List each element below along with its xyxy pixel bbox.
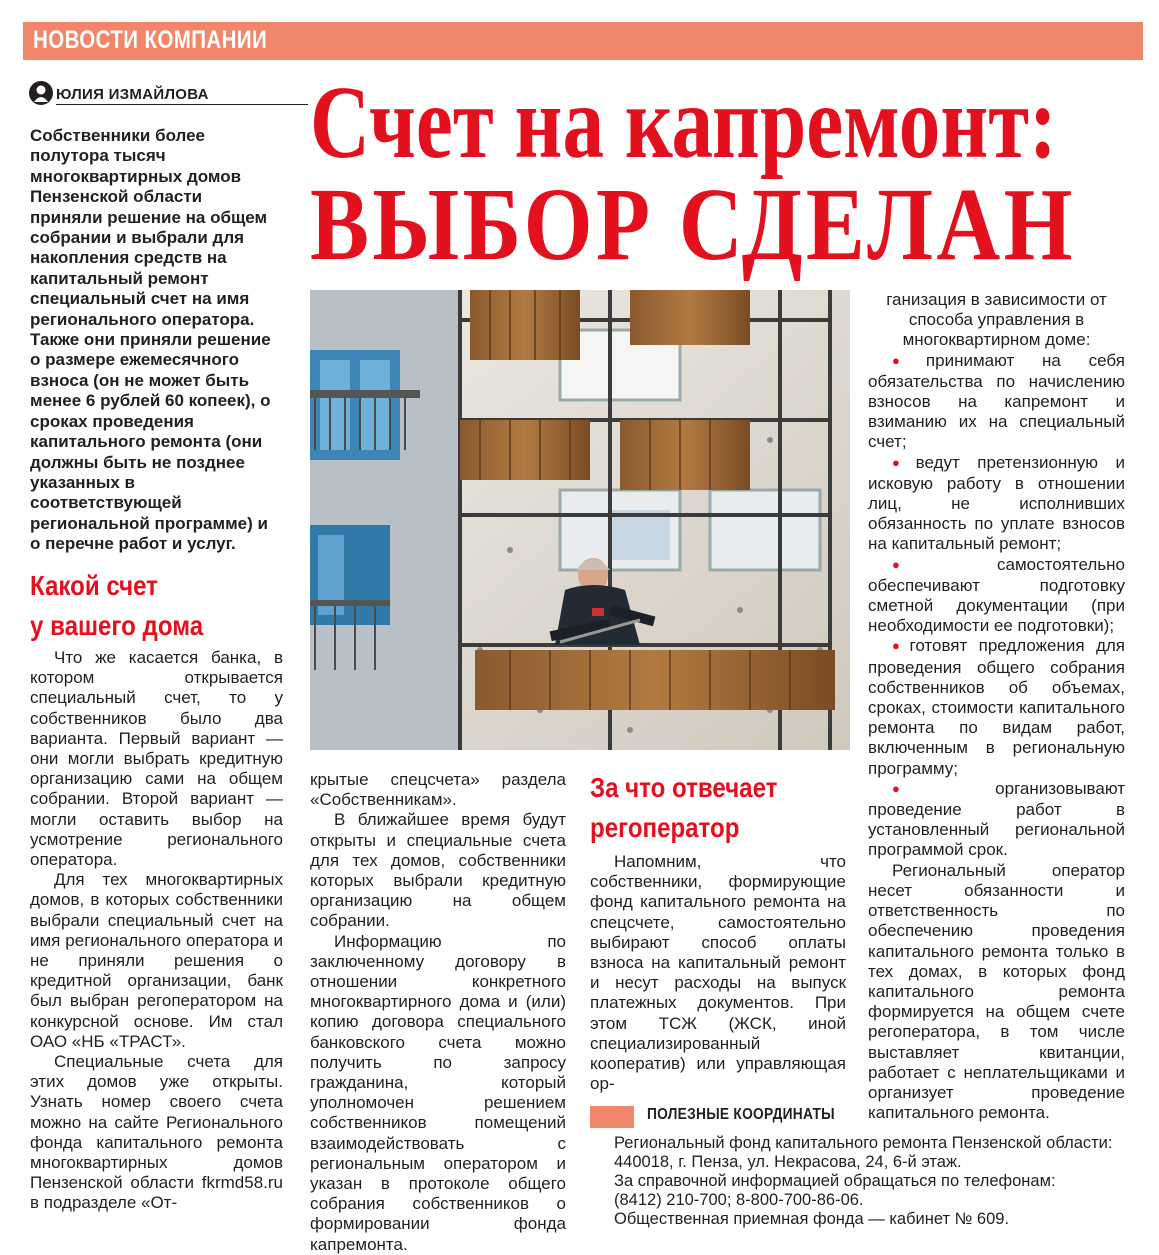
col1-paragraph-2: Для тех многоквартирных домов, в которых собственники выбрали специальный счет на имя регионального оператора и не приняли решения о кредитной организации, банк был выбран регоператором на конкурсной основе. Им стал ОАО «НБ «ТРАСТ». bbox=[30, 870, 283, 1051]
col4-bullet-4: ● готовят предложения для проведения общего собрания собственников об объемах, сроках, стоимости капитального ремонта по видам работ, включенным в региональную программу; bbox=[868, 636, 1125, 778]
col4-bullet-1: ● принимают на себя обязательства по начислению взносов на капремонт и взиманию их на специальный счет; bbox=[868, 351, 1125, 453]
info-box-body bbox=[614, 1134, 1144, 1229]
subhead-account-line-1: Какой счет bbox=[30, 570, 158, 601]
subhead-account bbox=[30, 566, 203, 646]
article-column-1 bbox=[30, 648, 283, 1214]
author-byline bbox=[28, 80, 288, 108]
info-line-1: Региональный фонд капитального ремонта Пензенской области: bbox=[614, 1134, 1113, 1152]
col4-bullet-3: ● самостоятельно обеспечивают подготовку сметной документации (при необходимости ее подготовки); bbox=[868, 555, 1125, 637]
lead-paragraph: Собственники более полутора тысяч многоквартирных домов Пензенской области приняли решение на общем собрании и выбрали для накопления средств на капитальный ремонт специальный счет на имя регионального оператора. Также они приняли решение о размере ежемесячного взноса (он не может быть менее 6 рублей 60 копеек), о сроках проведения капитального ремонта (они должны быть не позднее указанных в соответствующей региональной программе) и о перечне работ и услуг. bbox=[30, 126, 271, 554]
info-line-5: Общественная приемная фонда — кабинет № 609. bbox=[614, 1210, 1010, 1228]
info-line-4: (8412) 210-700; 8-800-700-86-06. bbox=[614, 1191, 864, 1209]
subhead-operator-line-2: регоператор bbox=[590, 812, 740, 843]
col4-intro: ганизация в зависимости от способа управления в многоквартирном доме: bbox=[886, 290, 1107, 350]
article-column-4 bbox=[868, 290, 1125, 1123]
col4-bullet-5: ● организовывают проведение работ в установленный региональной программой срок. bbox=[868, 779, 1125, 861]
headline-line-2: ВЫБОР СДЕЛАН bbox=[310, 167, 1076, 282]
col4-final-paragraph: Региональный оператор несет обязанности и ответственность по обеспечению проведения капитального ремонта только в тех домах, в которых фонд капитального ремонта формируется на общем счете регоператора, в том числе выставляет квитанции, работает с неплательщиками и организует проведение капитального ремонта. bbox=[868, 860, 1125, 1123]
section-header-bar bbox=[23, 22, 1143, 60]
col3-paragraph-1: Напомним, что собственники, формирующие фонд капитального ремонта на спецсчете, самостоятельно выбирают способ оплаты взноса на капитальный ремонт и несут расходы на выпуск платежных документов. При этом ТСЖ (ЖСК, иной специализированный кооператив) или управляющая ор- bbox=[590, 852, 846, 1094]
subhead-operator-line-1: За что отвечает bbox=[590, 772, 778, 803]
headline-line-1: Счет на капремонт: bbox=[310, 65, 1057, 180]
col2-paragraph-2: В ближайшее время будут открыты и специальные счета для тех домов, собственники которых выбрали кредитную организацию на общем собрании. bbox=[310, 810, 566, 931]
photo-illustration bbox=[310, 290, 850, 750]
subhead-account-line-2: у вашего дома bbox=[30, 610, 204, 641]
author-underline bbox=[56, 104, 308, 105]
pen-nib-icon bbox=[28, 80, 54, 106]
col1-paragraph-3: Специальные счета для этих домов уже открыты. Узнать номер своего счета можно на сайте Регионального фонда капитального ремонта многоквартирных домов Пензенской области fkrmd58.ru в подразделе «От- bbox=[30, 1052, 283, 1213]
info-line-3: За справочной информацией обращаться по телефонам: bbox=[614, 1172, 1056, 1190]
subhead-operator bbox=[590, 768, 777, 848]
article-column-2 bbox=[310, 770, 566, 1255]
section-label: НОВОСТИ КОМПАНИИ bbox=[33, 26, 268, 54]
info-box-marker bbox=[590, 1106, 634, 1128]
scaffolding-photo bbox=[310, 290, 850, 750]
info-line-2: 440018, г. Пенза, ул. Некрасова, 24, 6-й этаж. bbox=[614, 1153, 962, 1171]
col2-paragraph-3: Информацию по заключенному договору в отношении конкретного многоквартирного дома и (или) копию договора специального банковского счета можно получить по запросу гражданина, который уполномочен решением собственников помещений взаимодействовать с региональным оператором и указан в протоколе общего собрания собственников о формировании фонда капремонта. bbox=[310, 931, 566, 1254]
info-box-title: ПОЛЕЗНЫЕ КООРДИНАТЫ bbox=[647, 1106, 835, 1123]
col4-bullet-2: ● ведут претензионную и исковую работу в отношении лиц, не исполнивших обязанность по уплате взносов на капитальный ремонт; bbox=[868, 453, 1125, 555]
col1-paragraph-1: Что же касается банка, в котором открывается специальный счет, то у собственников было два варианта. Первый вариант — они могли выбрать кредитную организацию сами на общем собрании. Второй вариант — могли оставить выбор на усмотрение регионального оператора. bbox=[30, 648, 283, 870]
article-column-3 bbox=[590, 852, 846, 1094]
col2-paragraph-1: крытые спецсчета» раздела «Собственникам». bbox=[310, 770, 566, 810]
author-name: ЮЛИЯ ИЗМАЙЛОВА bbox=[56, 86, 209, 103]
